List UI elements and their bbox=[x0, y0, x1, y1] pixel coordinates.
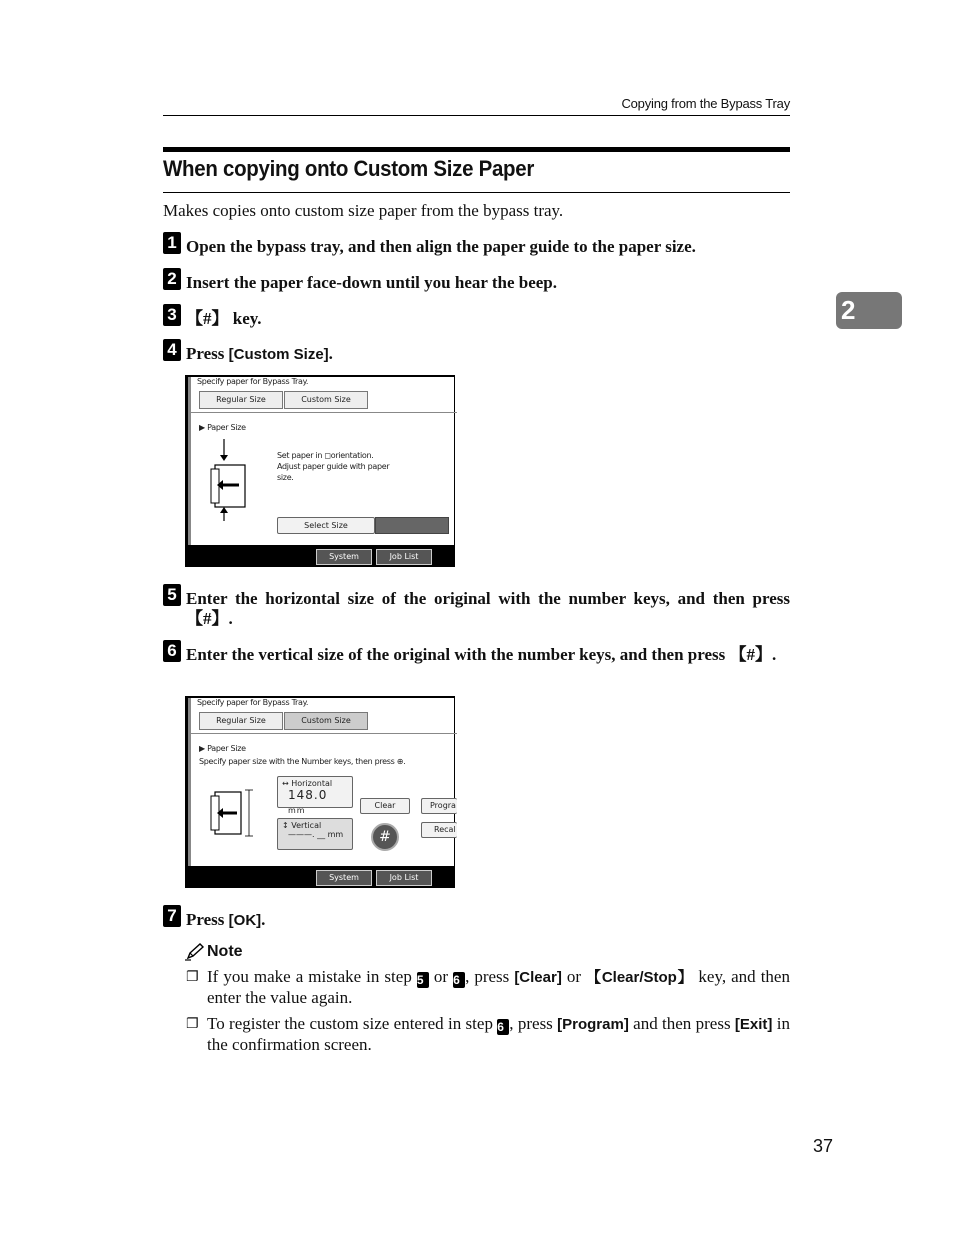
n1-d: or bbox=[561, 967, 587, 986]
note-item-2 bbox=[186, 1014, 790, 1055]
select-size-bar bbox=[375, 517, 449, 534]
program-key: [Program] bbox=[557, 1016, 629, 1033]
tab-regular-size[interactable]: Regular Size bbox=[199, 391, 283, 409]
clear-button[interactable]: Clear bbox=[360, 798, 410, 814]
system-status-button-2[interactable]: System Status bbox=[316, 870, 372, 886]
program-button[interactable]: Progra bbox=[421, 798, 457, 814]
clear-key: [Clear] bbox=[514, 969, 562, 986]
job-list-button[interactable]: Job List bbox=[376, 549, 432, 565]
checkbox-icon: ❐ bbox=[186, 969, 199, 985]
recall-button[interactable]: Recal bbox=[421, 822, 457, 838]
paper-guide-icon-2 bbox=[209, 786, 255, 842]
checkbox-icon-2: ❐ bbox=[186, 1016, 199, 1032]
clear-stop-key: 【Clear/Stop】 bbox=[586, 969, 694, 986]
step-2-text: Insert the paper face-down until you hear the beep. bbox=[186, 273, 558, 292]
note-item-1-text bbox=[207, 967, 790, 1008]
n1-c: , press bbox=[465, 967, 515, 986]
select-size-button[interactable]: Select Size bbox=[277, 517, 375, 534]
horizontal-unit: mm bbox=[288, 806, 306, 815]
note-item-1 bbox=[186, 967, 790, 1008]
horizontal-field[interactable] bbox=[277, 776, 353, 815]
bracket-open: 【 bbox=[186, 309, 203, 328]
step-6-suffix: . bbox=[772, 645, 777, 664]
section-title: When copying onto Custom Size Paper bbox=[163, 156, 535, 181]
step-number-6: 6 bbox=[163, 640, 181, 662]
intro-text: Makes copies onto custom size paper from the bypass tray. bbox=[163, 201, 564, 220]
step-number-7: 7 bbox=[163, 905, 181, 927]
step-number-4: 4 bbox=[163, 339, 181, 361]
screen-1-title: Specify paper for Bypass Tray. bbox=[197, 377, 309, 386]
instruction-text: Specify paper size with the Number keys, then press ⊕. bbox=[199, 757, 406, 766]
custom-size-key: [Custom Size] bbox=[228, 346, 329, 363]
step-4-text bbox=[186, 344, 790, 365]
note-item-2-text bbox=[207, 1014, 790, 1055]
instruction-line-2: Adjust paper guide with paper bbox=[277, 462, 390, 471]
page-number: 37 bbox=[813, 1136, 834, 1156]
step-7-text bbox=[186, 910, 790, 931]
n2-a: To register the custom size entered in step bbox=[207, 1014, 498, 1033]
screen-1-divider bbox=[191, 412, 457, 413]
vertical-field[interactable] bbox=[277, 818, 353, 850]
paper-guide-icon bbox=[209, 437, 249, 523]
step-number-1: 1 bbox=[163, 232, 181, 254]
tab-custom-size-2[interactable]: Custom Size bbox=[284, 712, 368, 730]
system-status-button[interactable]: System Status bbox=[316, 549, 372, 565]
step-5-body: Enter the horizontal size of the original with the number keys, and then press bbox=[186, 589, 790, 608]
hash-key-5: 【#】 bbox=[186, 609, 229, 628]
step-4-prefix: Press bbox=[186, 344, 229, 363]
tab-custom-size[interactable]: Custom Size bbox=[284, 391, 368, 409]
instruction-line-1: Set paper in ◻orientation. bbox=[277, 451, 374, 460]
screen-2-divider bbox=[191, 733, 457, 734]
paper-size-label-2: ▶ Paper Size bbox=[199, 744, 246, 753]
step-ref-6b: 6 bbox=[497, 1019, 509, 1035]
title-bar bbox=[163, 147, 790, 152]
n1-e: key, and then enter the value again. bbox=[207, 967, 790, 1007]
hash-key: # bbox=[203, 309, 212, 328]
step-5-text bbox=[186, 589, 790, 629]
hash-button[interactable]: # bbox=[371, 823, 399, 851]
vertical-value-row bbox=[282, 830, 348, 839]
horizontal-label: ↔ Horizontal bbox=[282, 779, 333, 788]
vertical-label: ↕ Vertical bbox=[282, 821, 322, 830]
tab-regular-size-2[interactable]: Regular Size bbox=[199, 712, 283, 730]
step-ref-5: 5 bbox=[417, 972, 429, 988]
horizontal-value: 148.0 bbox=[288, 788, 328, 802]
exit-key: [Exit] bbox=[734, 1016, 773, 1033]
screen-1-panel bbox=[188, 377, 454, 545]
screen-2-panel bbox=[188, 698, 454, 866]
step-7-prefix: Press bbox=[186, 910, 229, 929]
n2-b: , press bbox=[509, 1014, 558, 1033]
n2-c: and then press bbox=[628, 1014, 735, 1033]
step-6-text bbox=[186, 645, 790, 665]
screen-2 bbox=[185, 696, 456, 896]
step-5-suffix: . bbox=[228, 609, 233, 628]
hash-key-6: 【#】 bbox=[729, 645, 773, 664]
step-3-suffix: key. bbox=[228, 309, 262, 328]
step-6-body: Enter the vertical size of the original with the number keys, and then press bbox=[186, 645, 730, 664]
horizontal-value-row bbox=[282, 788, 348, 816]
ok-key: [OK] bbox=[228, 912, 262, 929]
step-3-text bbox=[186, 309, 790, 329]
step-number-2: 2 bbox=[163, 268, 181, 290]
screen-2-title: Specify paper for Bypass Tray. bbox=[197, 698, 309, 707]
header-rule bbox=[163, 115, 790, 116]
step-7-suffix: . bbox=[261, 910, 266, 929]
job-list-button-2[interactable]: Job List bbox=[376, 870, 432, 886]
step-1-text: Open the bypass tray, and then align the paper guide to the paper size. bbox=[186, 237, 696, 256]
instruction-line-3: size. bbox=[277, 473, 294, 482]
vertical-unit: mm bbox=[327, 830, 344, 839]
running-head: Copying from the Bypass Tray bbox=[621, 96, 790, 111]
step-4-suffix: . bbox=[328, 344, 333, 363]
step-ref-6: 6 bbox=[453, 972, 465, 988]
step-number-5: 5 bbox=[163, 584, 181, 606]
pencil-icon bbox=[185, 943, 205, 961]
screen-1 bbox=[185, 375, 455, 575]
paper-size-label: ▶ Paper Size bbox=[199, 423, 246, 432]
note-heading: Note bbox=[207, 943, 243, 960]
step-number-3: 3 bbox=[163, 304, 181, 326]
chapter-tab: 2 bbox=[836, 292, 902, 329]
n1-b: or bbox=[428, 967, 454, 986]
n1-a: If you make a mistake in step bbox=[207, 967, 417, 986]
bracket-close: 】 bbox=[211, 309, 229, 328]
title-rule bbox=[163, 192, 790, 193]
vertical-value: ———. __ bbox=[288, 830, 326, 839]
n2-d: in the confirmation screen. bbox=[207, 1014, 790, 1054]
